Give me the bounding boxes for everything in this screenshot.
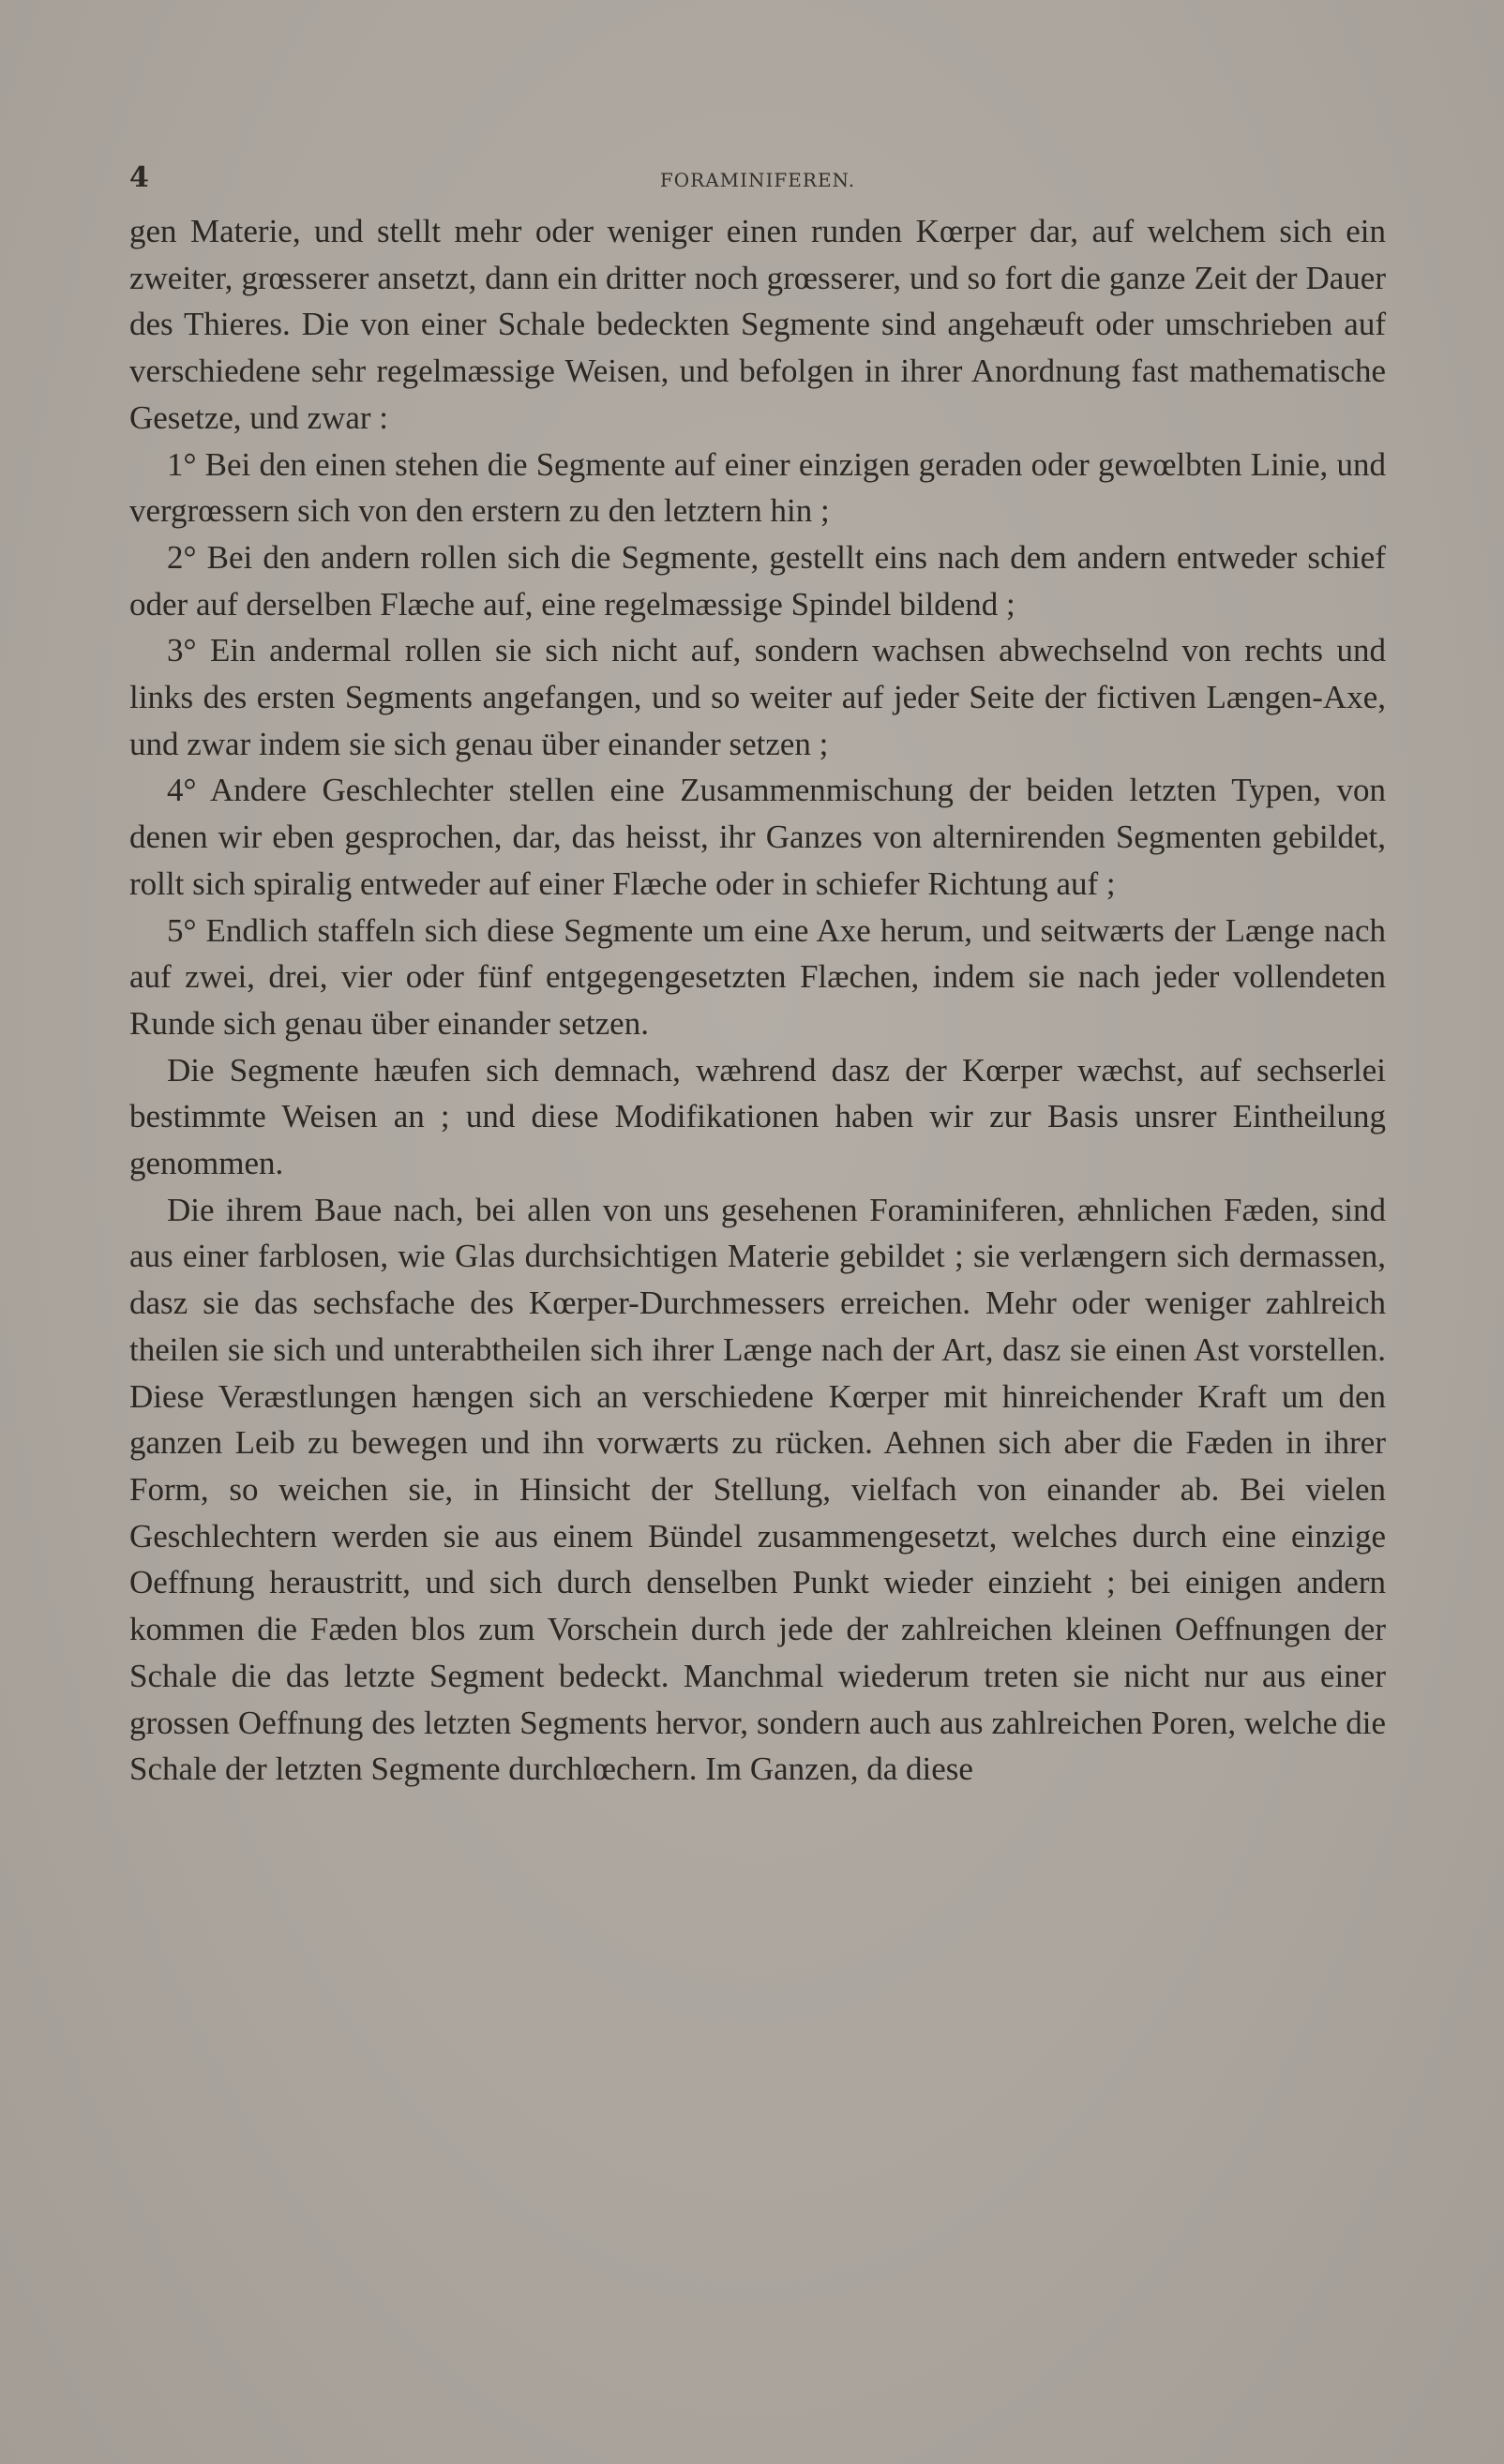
body-text	[129, 208, 1386, 1793]
paragraph: Die Segmente hæufen sich demnach, wæhrend dasz der Kœrper wæchst, auf sechserlei bestimmte Weisen an ; und diese Modifikationen haben wir zur Basis unsrer Eintheilung genommen.	[129, 1051, 1386, 1182]
list-item: 3° Ein andermal rollen sie sich nicht auf, sondern wachsen abwechselnd von rechts und links des ersten Segments angefangen, und so weiter auf jeder Seite der fictiven Længen-Axe, und zwar indem sie sich genau über einander setzen ;	[129, 632, 1386, 762]
list-item: 5° Endlich staffeln sich diese Segmente um eine Axe herum, und seitwærts der Længe nach auf zwei, drei, vier oder fünf entgegengesetzten Flæchen, indem sie nach jeder vollendeten Runde sich genau über einander setzen.	[129, 911, 1386, 1042]
paragraph: Die ihrem Baue nach, bei allen von uns gesehenen Foraminiferen, æhnlichen Fæden, sind aus einer farblosen, wie Glas durchsichtigen Materie gebildet ; sie verlængern sich dermassen, dasz sie das sechsfache des Kœrper-Durchmessers erreichen. Mehr oder weniger zahlreich theilen sie sich und unterabtheilen sich ihrer Længe nach der Art, dasz sie einen Ast vorstellen. Diese Veræstlungen hængen sich an verschiedene Kœrper mit hinreichender Kraft um den ganzen Leib zu bewegen und ihn vorwærts zu rücken. Aehnen sich aber die Fæden in ihrer Form, so weichen sie, in Hinsicht der Stellung, vielfach von einander ab. Bei vielen Geschlechtern werden sie aus einem Bündel zusammengesetzt, welches durch eine einzige Oeffnung heraustritt, und sich durch denselben Punkt wieder einzieht ; bei einigen andern kommen die Fæden blos zum Vorschein durch jede der zahlreichen kleinen Oeffnungen der Schale die das letzte Segment bedeckt. Manchmal wiederum treten sie nicht nur aus einer grossen Oeffnung des letzten Segments hervor, sondern auch aus zahlreichen Poren, welche die Schale der letzten Segmente durchlœchern. Im Ganzen, da diese	[129, 1191, 1386, 1788]
list-item: 4° Andere Geschlechter stellen eine Zusammenmischung der beiden letzten Typen, von denen wir eben gesprochen, dar, das heisst, ihr Ganzes von alternirenden Segmenten gebildet, rollt sich spiralig entweder auf einer Flæche oder in schiefer Richtung auf ;	[129, 772, 1386, 902]
page-number: 4	[129, 161, 149, 194]
page-header	[129, 161, 1386, 199]
list-item: 1° Bei den einen stehen die Segmente auf einer einzigen geraden oder gewœlbten Linie, und vergrœssern sich von den erstern zu den letztern hin ;	[129, 445, 1386, 530]
paragraph: gen Materie, und stellt mehr oder weniger einen runden Kœrper dar, auf welchem sich ein zweiter, grœsserer ansetzt, dann ein dritter noch grœsserer, und so fort die ganze Zeit der Dauer des Thieres. Die von einer Schale bedeckten Segmente sind angehæuft oder umschrieben auf verschiedene sehr regelmæssige Weisen, und befolgen in ihrer Anordnung fast mathematische Gesetze, und zwar :	[129, 213, 1386, 436]
running-head: FORAMINIFEREN.	[659, 169, 856, 191]
list-item: 2° Bei den andern rollen sich die Segmente, gestellt eins nach dem andern entweder schief oder auf derselben Flæche auf, eine regelmæssige Spindel bildend ;	[129, 538, 1386, 623]
